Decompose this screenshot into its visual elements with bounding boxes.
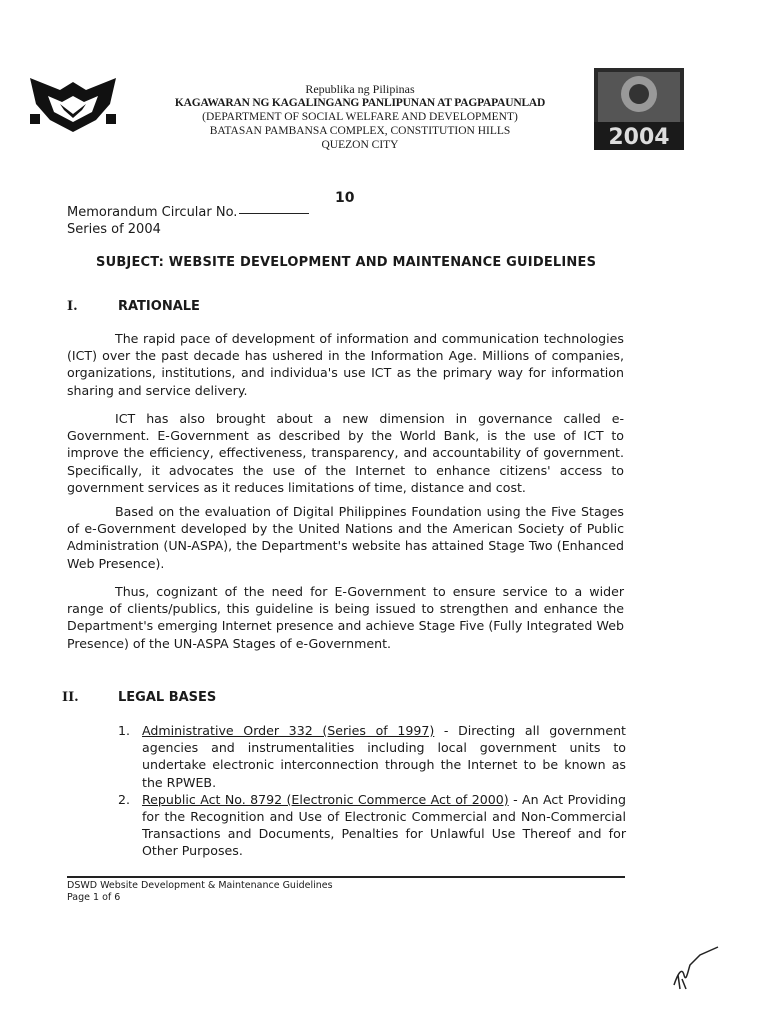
list-item: 1. Administrative Order 332 (Series of 1997) - Directing all government agencies and instrumentalities including local government units to undertake electronic interconnection through the Internet to be known as the RPWEB. (118, 723, 626, 790)
footer-page: Page 1 of 6 (67, 892, 121, 903)
paragraph: The rapid pace of development of information and communication technologies (ICT) over the past decade has ushered in the Information Age. Millions of companies, organizations, institutions, and individua's use ICT as the primary way for information sharing and service delivery. (67, 331, 624, 398)
paragraph: ICT has also brought about a new dimension in governance called e-Government. E-Government as described by the World Bank, is the use of ICT to improve the efficiency, effectiveness, transparency, and accountability of government. Specifically, it advocates the use of the Internet to enhance citizens' access to government services as it reduces limitations of time, distance and cost. (67, 411, 624, 495)
letterhead (150, 82, 570, 152)
paragraph: Thus, cognizant of the need for E-Government to ensure service to a wider range of clients/publics, this guideline is being issued to strengthen and enhance the Department's emerging Internet presence and achieve Stage Five (Fully Integrated Web Presence) of the UN-ASPA Stages of e-Government. (67, 584, 624, 651)
legal-reference: Administrative Order 332 (Series of 1997) (142, 723, 435, 738)
section-2-title: LEGAL BASES (118, 690, 217, 705)
page-footer (67, 880, 333, 904)
letterhead-line: (DEPARTMENT OF SOCIAL WELFARE AND DEVELOPMENT) (202, 111, 518, 123)
legal-bases-list (118, 722, 626, 860)
letterhead-line: BATASAN PAMBANSA COMPLEX, CONSTITUTION HILLS (209, 125, 511, 137)
footer-title: DSWD Website Development & Maintenance Guidelines (67, 880, 333, 891)
letterhead-line: Republika ng Pilipinas (305, 82, 415, 96)
dswd-logo (26, 74, 120, 136)
section-1-number: I. (67, 299, 78, 314)
letterhead-line: QUEZON CITY (321, 139, 399, 151)
paragraph: Based on the evaluation of Digital Philippines Foundation using the Five Stages of e-Government developed by the United Nations and the American Society of Public Administration (UN-ASPA), the Department's website has attained Stage Two (Enhanced Web Presence). (67, 504, 624, 571)
memo-number-line (239, 213, 309, 214)
list-item: 2. Republic Act No. 8792 (Electronic Commerce Act of 2000) - An Act Providing for the Recognition and Use of Electronic Commercial and Non-Commercial Transactions and Documents, Penalties for Unlawful Use Thereof and for Other Purposes. (118, 791, 626, 859)
subject-line: SUBJECT: WEBSITE DEVELOPMENT AND MAINTENANCE GUIDELINES (96, 255, 597, 270)
memo-series: Series of 2004 (67, 222, 161, 237)
section-1-title: RATIONALE (118, 299, 200, 314)
legal-reference: Republic Act No. 8792 (Electronic Commerce Act of 2000) (142, 791, 509, 807)
memo-number: 10 (335, 190, 355, 206)
memo-label: Memorandum Circular No. (67, 205, 238, 220)
footer-rule (67, 876, 625, 878)
anniversary-logo (594, 68, 684, 150)
memo-info (67, 190, 355, 238)
logo-year: 2004 (608, 125, 670, 150)
letterhead-line: KAGAWARAN NG KAGALINGANG PANLIPUNAN AT PAGPAPAUNLAD (174, 97, 546, 109)
initials-signature (660, 945, 720, 995)
section-2-number: II. (62, 690, 79, 705)
